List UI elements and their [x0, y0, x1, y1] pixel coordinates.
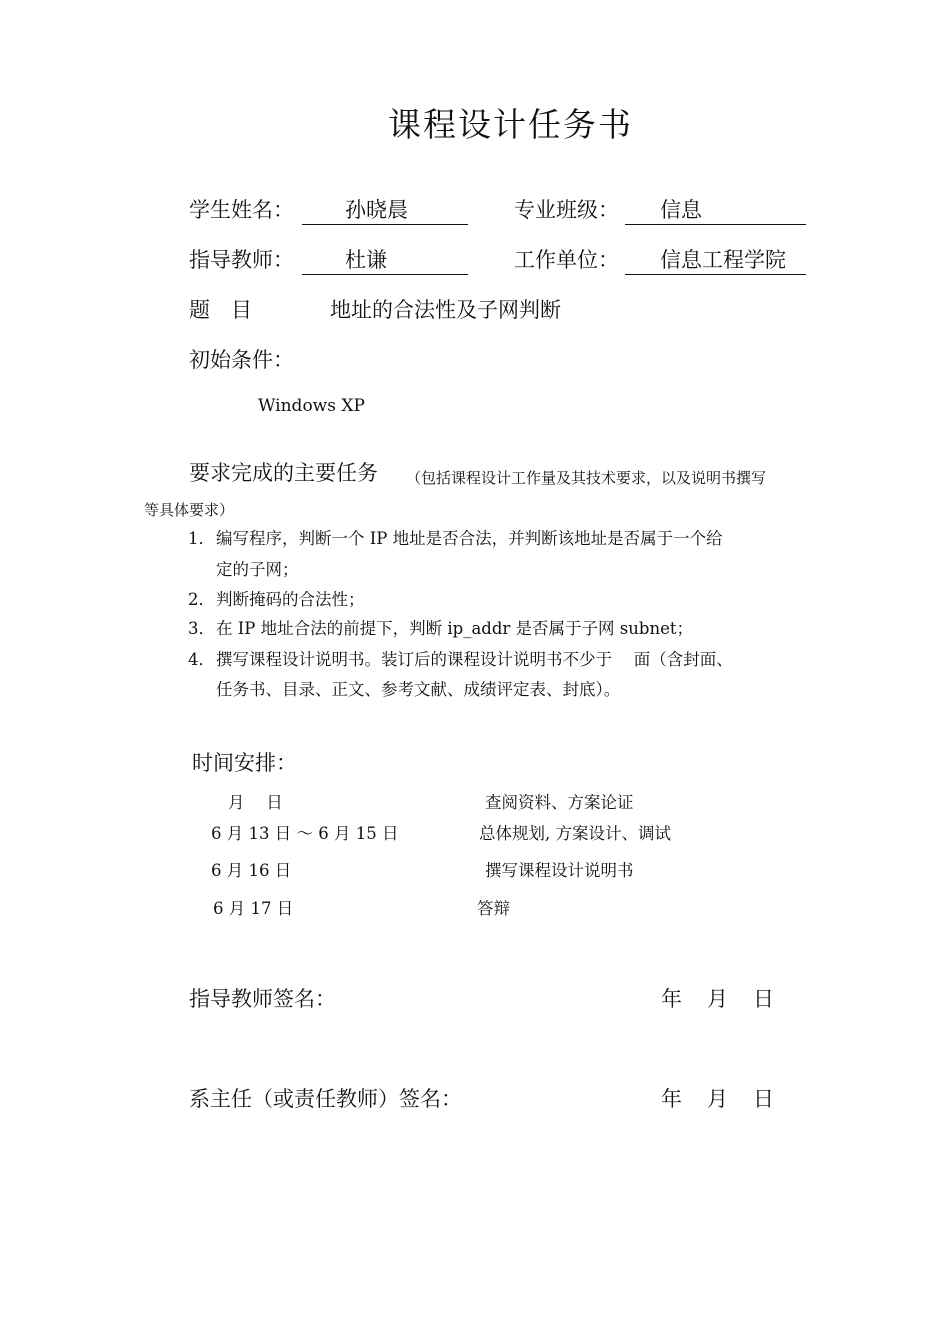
work-unit-label: 工作单位： [514, 248, 619, 272]
student-name-value: 孙晓晨 [345, 198, 408, 222]
task-text-continued: 任务书、目录、正文、参考文献、成绩评定表、封底）。 [216, 680, 621, 699]
schedule-date: 6 月 13 日 ～ 6 月 15 日 [211, 824, 399, 843]
initial-conditions-label: 初始条件： [189, 348, 294, 372]
director-signature-date: 年 月 日 [661, 1087, 776, 1111]
advisor-label: 指导教师： [189, 248, 294, 272]
task-text: 编写程序，判断一个 IP 地址是否合法，并判断该地址是否属于一个给 [216, 529, 723, 548]
student-name-underline [302, 224, 468, 225]
schedule-task: 答辩 [477, 899, 510, 918]
topic-value: 地址的合法性及子网判断 [330, 298, 561, 322]
director-signature-label: 系主任（或责任教师）签名： [189, 1087, 462, 1111]
schedule-date: 6 月 17 日 [213, 899, 294, 918]
page-title: 课程设计任务书 [388, 105, 633, 144]
major-class-underline [625, 224, 806, 225]
task-text-continued: 定的子网； [216, 560, 299, 579]
task-number: 2． [188, 590, 215, 609]
advisor-value: 杜谦 [345, 248, 387, 272]
task-number: 4． [188, 650, 215, 669]
task-number: 3． [188, 619, 215, 638]
major-class-label: 专业班级： [514, 198, 619, 222]
topic-label: 题 目 [189, 298, 252, 322]
task-text: 在 IP 地址合法的前提下，判断 ip_addr 是否属于子网 subnet； [216, 619, 693, 638]
advisor-signature-date: 年 月 日 [661, 987, 776, 1011]
requirements-note-continued: 等具体要求） [144, 501, 235, 519]
task-text: 撰写课程设计说明书。装订后的课程设计说明书不少于 面（含封面、 [216, 650, 733, 669]
advisor-underline [302, 274, 468, 275]
schedule-label: 时间安排： [192, 751, 297, 775]
task-text: 判断掩码的合法性； [216, 590, 365, 609]
task-number: 1． [188, 529, 215, 548]
requirements-note: （包括课程设计工作量及其技术要求，以及说明书撰写 [406, 469, 767, 487]
schedule-task: 撰写课程设计说明书 [485, 861, 634, 880]
student-name-label: 学生姓名： [189, 198, 294, 222]
work-unit-value: 信息工程学院 [660, 248, 786, 272]
schedule-task: 查阅资料、方案论证 [485, 793, 634, 812]
major-class-value: 信息 [660, 198, 702, 222]
advisor-signature-label: 指导教师签名： [189, 987, 336, 1011]
schedule-date: 6 月 16 日 [211, 861, 292, 880]
schedule-task: 总体规划, 方案设计、调试 [479, 824, 671, 843]
requirements-label: 要求完成的主要任务 [189, 461, 378, 485]
schedule-date: 月 日 [228, 793, 283, 812]
initial-conditions-content: Windows XP [258, 396, 365, 416]
work-unit-underline [625, 274, 806, 275]
